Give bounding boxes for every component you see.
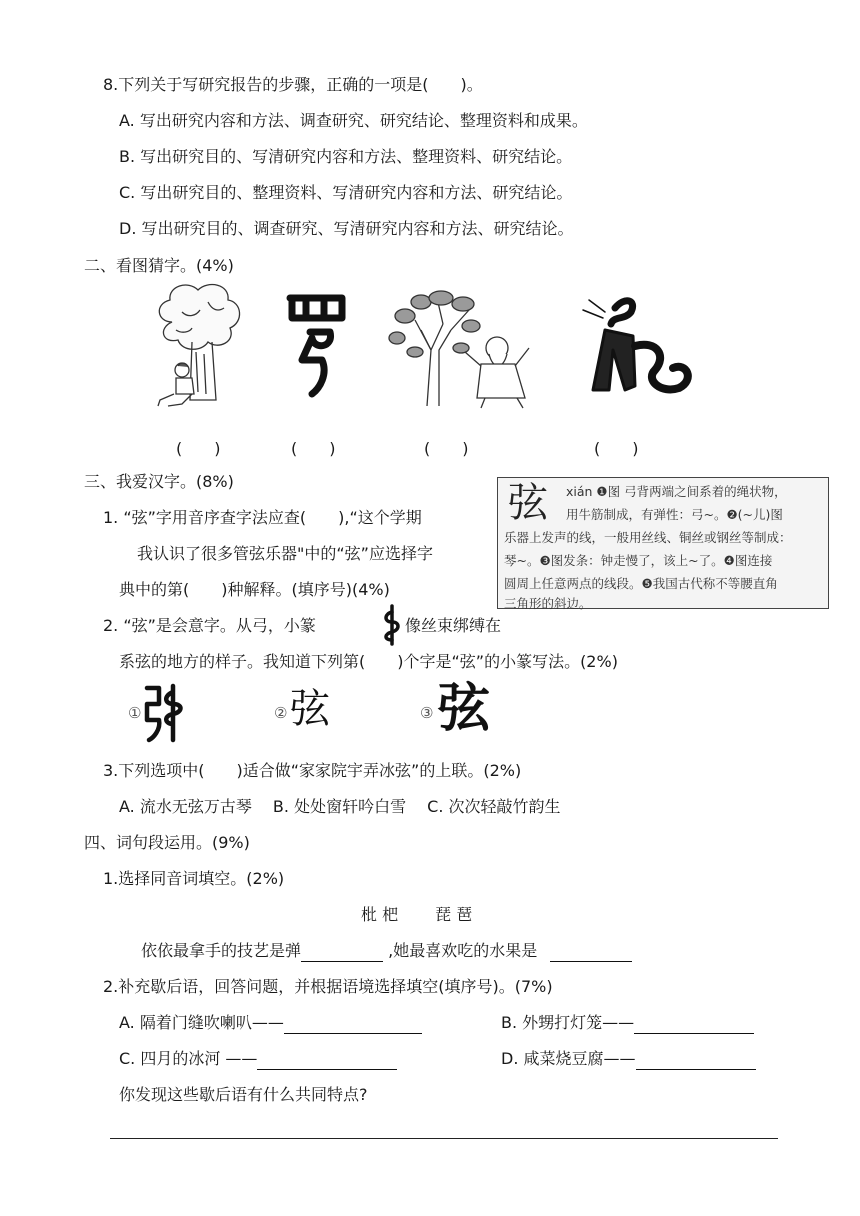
q8-stem: 8.下列关于写研究报告的步骤，正确的一项是( )。 <box>103 75 483 94</box>
xiehouyu-a <box>119 1012 422 1034</box>
dict-line-3: 乐器上发声的线，一般用丝线、铜丝或钢丝等制成： <box>504 530 792 545</box>
q3-1-line3: 典中的第( )种解释。(填序号)(4%) <box>119 580 390 599</box>
q4-1-blank-2[interactable] <box>550 943 632 962</box>
section4-title: 四、词句段运用。(9%) <box>84 833 250 852</box>
q4-1-blank-1[interactable] <box>301 943 383 962</box>
xiehouyu-d-blank[interactable] <box>636 1051 756 1070</box>
old-man-under-tree-picture <box>385 290 535 410</box>
xiehouyu-a-text: A. 隔着门缝吹喇叭—— <box>119 1013 284 1032</box>
q3-2-line2: 系弦的地方的样子。我知道下列第( )个字是“弦”的小篆写法。(2%) <box>119 652 618 671</box>
q4-1-sentence-part-a: 依依最拿手的技艺是弹 <box>141 941 302 960</box>
answer-line[interactable] <box>110 1138 778 1139</box>
dictionary-entry-box <box>497 477 829 609</box>
seal-option-3-glyph: 弦 <box>438 679 491 739</box>
q3-2-line1a: 2. “弦”是会意字。从弓，小篆 <box>103 616 316 635</box>
q8-option-c: C. 写出研究目的、整理资料、写清研究内容和方法、研究结论。 <box>119 183 573 202</box>
ancient-bow-glyph-picture <box>284 290 350 402</box>
dragon-glyph-picture <box>575 290 695 406</box>
q3-2-line1b: 像丝束绑缚在 <box>405 616 502 635</box>
xiehouyu-b-text: B. 外甥打灯笼—— <box>501 1013 635 1032</box>
seal-option-2-number: ② <box>274 704 288 722</box>
seal-option-1-number: ① <box>128 704 142 722</box>
answer-blank-1[interactable]: ( ) <box>176 439 221 458</box>
q4-2-question: 你发现这些歇后语有什么共同特点? <box>119 1085 368 1104</box>
dict-line-2: 用牛筋制成，有弹性：弓~。❷(~儿)图 <box>566 507 783 522</box>
dict-line-5: 圆周上任意两点的线段。❺我国古代称不等腰直角 <box>504 576 778 591</box>
seal-silk-glyph-icon <box>381 604 403 646</box>
answer-blank-4[interactable]: ( ) <box>594 439 639 458</box>
dict-line-6: 三角形的斜边。 <box>504 596 592 611</box>
xiehouyu-c-blank[interactable] <box>257 1051 397 1070</box>
seal-option-2-glyph: 弦 <box>290 686 330 732</box>
q4-1-word-choices: 枇 杷 琵 琶 <box>361 905 473 924</box>
xiehouyu-d-text: D. 咸菜烧豆腐—— <box>501 1049 636 1068</box>
xiehouyu-b <box>501 1012 754 1034</box>
dict-line-1: xián ❶图 弓背两端之间系着的绳状物， <box>566 484 787 499</box>
section3-title: 三、我爱汉字。(8%) <box>84 472 234 491</box>
q3-3-options: A. 流水无弦万古琴 B. 处处窗轩吟白雪 C. 次次轻敲竹韵生 <box>119 797 561 816</box>
seal-option-3-number: ③ <box>420 704 434 722</box>
section2-title: 二、看图猜字。(4%) <box>84 256 234 275</box>
dict-line-4: 琴~。❸图发条：钟走慢了，该上~了。❹图连接 <box>504 553 773 568</box>
q8-option-b: B. 写出研究目的、写清研究内容和方法、整理资料、研究结论。 <box>119 147 573 166</box>
man-under-tree-picture <box>152 282 244 412</box>
q4-2-stem: 2.补充歇后语，回答问题，并根据语境选择填空(填序号)。(7%) <box>103 977 553 996</box>
xiehouyu-d <box>501 1048 756 1070</box>
q3-1-line2: 我认识了很多管弦乐器"中的“弦”应选择字 <box>137 544 433 563</box>
answer-blank-2[interactable]: ( ) <box>291 439 336 458</box>
q4-1-sentence-part-b: ,她最喜欢吃的水果是 <box>383 941 543 960</box>
q3-1-line1: 1. “弦”字用音序查字法应查( ),“这个学期 <box>103 508 422 527</box>
q3-3-stem: 3.下列选项中( )适合做“家家院宇弄冰弦”的上联。(2%) <box>103 761 522 780</box>
xiehouyu-b-blank[interactable] <box>634 1015 754 1034</box>
q8-option-d: D. 写出研究目的、调查研究、写清研究内容和方法、研究结论。 <box>119 219 574 238</box>
q4-1-stem: 1.选择同音词填空。(2%) <box>103 869 285 888</box>
q8-option-a: A. 写出研究内容和方法、调查研究、研究结论、整理资料和成果。 <box>119 111 588 130</box>
xiehouyu-c <box>119 1048 397 1070</box>
xiehouyu-a-blank[interactable] <box>284 1015 422 1034</box>
q4-1-sentence <box>141 940 632 962</box>
answer-blank-3[interactable]: ( ) <box>424 439 469 458</box>
seal-option-1-glyph <box>143 682 187 744</box>
dict-headword: 弦 <box>508 480 548 526</box>
xiehouyu-c-text: C. 四月的冰河 —— <box>119 1049 258 1068</box>
